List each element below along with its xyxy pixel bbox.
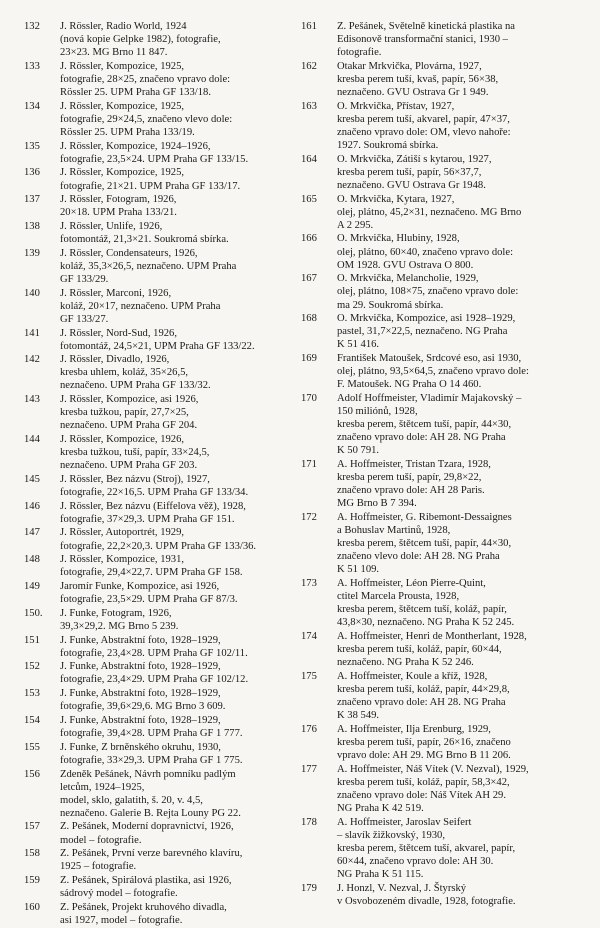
catalogue-entry xyxy=(24,660,301,686)
entry-line: kresba perem tuší, kvaš, papír, 56×38, xyxy=(337,73,499,85)
entry-line: fotografie, 23,5×24. UPM Praha GF 133/15. xyxy=(60,153,249,165)
entry-line: J. Rössler, Kompozice, 1931, xyxy=(60,554,185,566)
catalogue-entry xyxy=(301,392,576,457)
entry-text xyxy=(337,60,576,99)
entry-number: 150. xyxy=(24,607,43,619)
entry-line: J. Rössler, Unlife, 1926, xyxy=(60,220,163,232)
entry-number: 141 xyxy=(24,327,40,339)
entry-text xyxy=(337,153,576,192)
entry-text xyxy=(60,820,301,846)
catalogue-entry xyxy=(24,433,301,472)
entry-line: A. Hoffmeister, Náš Vítek (V. Nezval), 1929, xyxy=(337,763,529,775)
entry-line: A. Hoffmeister, G. Ribemont-Dessaignes xyxy=(337,512,512,523)
entry-text xyxy=(337,577,576,629)
entry-number: 155 xyxy=(24,741,40,753)
catalogue-entry xyxy=(301,352,576,391)
catalogue-entry xyxy=(24,327,301,353)
entry-number: 136 xyxy=(24,167,40,179)
entry-line: K 38 549. xyxy=(337,710,380,722)
entry-line: Z. Pešánek, První verze barevného klavíru, xyxy=(60,848,243,860)
entry-line: olej, plátno, 108×75, značeno vpravo dole: xyxy=(337,286,519,298)
entry-line: kresba perem tuší, koláž, papír, 58,3×42, xyxy=(337,776,510,788)
entry-line: Zdeněk Pešánek, Návrh pomníku padlým xyxy=(60,768,236,780)
entry-line: značeno vpravo dole: OM, vlevo nahoře: xyxy=(337,126,511,138)
entry-line: asi 1927, model – fotografie. xyxy=(60,914,183,926)
entry-line: v Osvobozeném divadle, 1928, fotografie. xyxy=(337,895,516,907)
catalogue-entry xyxy=(301,816,576,881)
entry-line: fotografie, 33×29,3. UPM Praha GF 1 775. xyxy=(60,754,243,766)
entry-number: 165 xyxy=(301,193,317,205)
entry-text xyxy=(60,473,301,499)
entry-line: František Matoušek, Srdcové eso, asi 1930, xyxy=(337,353,522,365)
entry-text xyxy=(60,100,301,139)
entry-line: olej, plátno, 45,2×31, neznačeno. MG Brno xyxy=(337,206,522,218)
entry-line: fotografie, 28×25, značeno vpravo dole: xyxy=(60,73,231,85)
catalogue-entry xyxy=(24,741,301,767)
entry-line: Z. Pešánek, Světelně kinetická plastika na xyxy=(337,21,515,32)
entry-text xyxy=(60,500,301,526)
entry-line: J. Funke, Abstraktní foto, 1928–1929, xyxy=(60,634,221,646)
entry-text xyxy=(60,433,301,472)
entry-number: 160 xyxy=(24,901,40,913)
entry-line: fotografie, 21×21. UPM Praha GF 133/17. xyxy=(60,180,241,192)
entry-number: 157 xyxy=(24,821,40,833)
entry-line: J. Rössler, Kompozice, 1924–1926, xyxy=(60,140,211,152)
entry-number: 178 xyxy=(301,816,317,828)
entry-line: kresba perem tuší, papír, 29,8×22, xyxy=(337,472,482,484)
entry-number: 146 xyxy=(24,500,40,512)
catalogue-entry xyxy=(24,20,301,59)
entry-text xyxy=(60,607,301,633)
entry-line: J. Rössler, Bez názvu (Stroj), 1927, xyxy=(60,473,210,485)
entry-line: fotografie, 23,4×29. UPM Praha GF 102/12. xyxy=(60,674,249,686)
catalogue-entry xyxy=(24,247,301,286)
entry-line: značeno vlevo dole: AH 28. NG Praha xyxy=(337,551,500,563)
catalogue-entry xyxy=(24,820,301,846)
entry-line: O. Mrkvička, Kompozice, asi 1928–1929, xyxy=(337,313,516,325)
entry-line: J. Rössler, Marconi, 1926, xyxy=(60,287,172,299)
left-column xyxy=(24,20,301,928)
entry-text xyxy=(60,60,301,99)
catalogue-entry xyxy=(24,287,301,326)
entry-line: O. Mrkvička, Zátiší s kytarou, 1927, xyxy=(337,153,492,165)
entry-line: fotomontáž, 24,5×21, UPM Praha GF 133/22. xyxy=(60,340,255,352)
entry-number: 151 xyxy=(24,634,40,646)
entry-text xyxy=(337,312,576,351)
entry-line: A. Hoffmeister, Henri de Montherlant, 1928, xyxy=(337,631,527,643)
catalogue-entry xyxy=(24,393,301,432)
entry-line: kresba perem tuší, papír, 26×16, značeno xyxy=(337,736,511,748)
entry-line: letcům, 1924–1925, xyxy=(60,781,145,793)
entry-number: 164 xyxy=(301,153,317,165)
entry-text xyxy=(337,670,576,722)
entry-line: kresba perem, štětcem tuší, koláž, papír, xyxy=(337,604,507,616)
catalogue-entry xyxy=(301,232,576,271)
catalogue-entry xyxy=(24,60,301,99)
entry-number: 166 xyxy=(301,233,317,245)
entry-number: 173 xyxy=(301,578,317,590)
entry-line: – slavík žižkovský, 1930, xyxy=(337,829,445,841)
entry-line: J. Rössler, Kompozice, 1925, xyxy=(60,60,185,72)
entry-line: ctitel Marcela Prousta, 1928, xyxy=(337,591,460,603)
entry-line: fotografie. xyxy=(337,47,382,59)
entry-line: O. Mrkvička, Hlubiny, 1928, xyxy=(337,233,460,245)
entry-line: kresba perem, štětcem tuší, papír, 44×30, xyxy=(337,538,512,550)
entry-line: model – fotografie. xyxy=(60,834,142,846)
entry-line: pastel, 31,7×22,5, neznačeno. NG Praha xyxy=(337,326,508,338)
entry-line: fotografie, 39,6×29,6. MG Brno 3 609. xyxy=(60,701,226,713)
catalogue-entry xyxy=(24,220,301,246)
entry-number: 170 xyxy=(301,392,317,404)
entry-number: 172 xyxy=(301,512,317,523)
entry-line: O. Mrkvička, Kytara, 1927, xyxy=(337,193,455,205)
entry-line: GF 133/29. xyxy=(60,273,109,285)
entry-text xyxy=(60,687,301,713)
entry-number: 142 xyxy=(24,354,40,366)
entry-line: F. Matoušek. NG Praha O 14 460. xyxy=(337,379,482,391)
entry-text xyxy=(60,768,301,820)
entry-line: neznačeno. UPM Praha GF 133/32. xyxy=(60,380,211,392)
catalogue-entry xyxy=(301,60,576,99)
catalogue-entry xyxy=(301,763,576,815)
entry-text xyxy=(60,193,301,219)
entry-line: značeno vpravo dole: AH 28 Paris. xyxy=(337,485,485,497)
entry-line: J. Rössler, Kompozice, 1925, xyxy=(60,167,185,179)
catalogue-entry xyxy=(24,500,301,526)
entry-line: Jaromír Funke, Kompozice, asi 1926, xyxy=(60,581,220,593)
entry-line: NG Praha K 42 519. xyxy=(337,803,424,815)
entry-line: 23×23. MG Brno 11 847. xyxy=(60,47,168,59)
entry-line: J. Rössler, Bez názvu (Eiffelova věž), 1928, xyxy=(60,500,246,512)
entry-number: 158 xyxy=(24,848,40,860)
entry-line: Rössler 25. UPM Praha GF 133/18. xyxy=(60,87,211,99)
entry-number: 140 xyxy=(24,287,40,299)
entry-number: 138 xyxy=(24,220,40,232)
entry-line: J. Funke, Abstraktní foto, 1928–1929, xyxy=(60,688,221,700)
entry-line: fotografie, 23,4×28. UPM Praha GF 102/11. xyxy=(60,647,248,659)
entry-text xyxy=(337,882,576,908)
entry-line: A 2 295. xyxy=(337,219,374,231)
entry-line: (nová kopie Gelpke 1982), fotografie, xyxy=(60,34,221,46)
catalogue-entry xyxy=(24,714,301,740)
entry-text xyxy=(337,193,576,232)
entry-line: A. Hoffmeister, Ilja Erenburg, 1929, xyxy=(337,723,491,735)
entry-text xyxy=(337,511,576,576)
catalogue-entry xyxy=(301,193,576,232)
entry-text xyxy=(337,816,576,881)
entry-line: fotografie, 39,4×28. UPM Praha GF 1 777. xyxy=(60,728,243,740)
entry-line: fotomontáž, 21,3×21. Soukromá sbírka. xyxy=(60,234,229,246)
catalogue-entry xyxy=(24,193,301,219)
catalogue-entry xyxy=(301,723,576,762)
catalogue-columns xyxy=(24,20,576,928)
entry-line: kresba tužkou, tuší, papír, 33×24,5, xyxy=(60,447,210,459)
entry-text xyxy=(337,232,576,271)
entry-line: K 51 109. xyxy=(337,564,380,576)
entry-line: O. Mrkvička, Přístav, 1927, xyxy=(337,100,455,112)
entry-line: 43,8×30, neznačeno. NG Praha K 52 245. xyxy=(337,617,515,629)
catalogue-entry xyxy=(301,577,576,629)
catalogue-entry xyxy=(24,100,301,139)
entry-number: 139 xyxy=(24,247,40,259)
entry-line: fotografie, 37×29,3. UPM Praha GF 151. xyxy=(60,513,235,525)
entry-text xyxy=(337,723,576,762)
catalogue-entry xyxy=(24,140,301,166)
entry-line: Rössler 25. UPM Praha 133/19. xyxy=(60,126,195,138)
entry-text xyxy=(337,20,576,59)
entry-text xyxy=(337,100,576,152)
entry-text xyxy=(60,220,301,246)
entry-line: kresba perem tuší, koláž, papír, 60×44, xyxy=(337,644,502,656)
entry-line: Z. Pešánek, Moderní dopravnictví, 1926, xyxy=(60,821,234,833)
catalogue-entry xyxy=(24,553,301,579)
entry-line: olej, plátno, 60×40, značeno vpravo dole: xyxy=(337,246,514,258)
entry-line: J. Rössler, Divadlo, 1926, xyxy=(60,354,170,366)
entry-line: J. Rössler, Kompozice, asi 1926, xyxy=(60,394,199,406)
entry-number: 161 xyxy=(301,21,317,32)
entry-number: 168 xyxy=(301,313,317,325)
catalogue-entry xyxy=(24,526,301,552)
entry-line: kresba perem tuší, papír, 56×37,7, xyxy=(337,166,482,178)
catalogue-entry xyxy=(24,607,301,633)
entry-line: J. Honzl, V. Nezval, J. Štyrský xyxy=(337,882,467,894)
entry-line: vpravo dole: AH 29. MG Brno B 11 206. xyxy=(337,750,511,762)
entry-line: J. Funke, Z brněnského okruhu, 1930, xyxy=(60,741,221,753)
entry-text xyxy=(60,247,301,286)
entry-line: J. Funke, Abstraktní foto, 1928–1929, xyxy=(60,714,221,726)
entry-line: sádrový model – fotografie. xyxy=(60,888,178,900)
entry-text xyxy=(60,166,301,192)
entry-line: K 50 791. xyxy=(337,445,380,457)
entry-line: neznačeno. UPM Praha GF 203. xyxy=(60,460,198,472)
catalogue-entry xyxy=(301,670,576,722)
entry-line: neznačeno. Galerie B. Rejta Louny PG 22. xyxy=(60,807,241,819)
entry-text xyxy=(60,634,301,660)
catalogue-entry xyxy=(24,634,301,660)
entry-line: Z. Pešánek, Spirálová plastika, asi 1926, xyxy=(60,875,232,887)
entry-text xyxy=(60,287,301,326)
entry-line: O. Mrkvička, Melancholie, 1929, xyxy=(337,273,479,285)
entry-text xyxy=(60,741,301,767)
entry-line: Z. Pešánek, Projekt kruhového divadla, xyxy=(60,901,227,913)
entry-text xyxy=(60,327,301,353)
entry-line: koláž, 35,3×26,5, neznačeno. UPM Praha xyxy=(60,260,237,272)
entry-text xyxy=(337,352,576,391)
entry-number: 162 xyxy=(301,60,317,72)
catalogue-entry xyxy=(24,847,301,873)
entry-number: 177 xyxy=(301,763,317,775)
entry-line: fotografie, 23,5×29. UPM Praha GF 87/3. xyxy=(60,594,238,606)
entry-text xyxy=(60,353,301,392)
entry-line: J. Rössler, Radio World, 1924 xyxy=(60,21,187,32)
entry-line: 20×18. UPM Praha 133/21. xyxy=(60,207,177,219)
entry-text xyxy=(60,553,301,579)
entry-line: kresba perem, štětcem tuší, papír, 44×30, xyxy=(337,419,512,431)
catalogue-entry xyxy=(24,166,301,192)
entry-text xyxy=(60,526,301,552)
catalogue-entry xyxy=(301,20,576,59)
entry-line: J. Rössler, Autoportrét, 1929, xyxy=(60,527,185,539)
entry-line: a Bohuslav Martinů, 1928, xyxy=(337,525,451,537)
entry-number: 149 xyxy=(24,581,40,593)
catalogue-entry xyxy=(24,353,301,392)
catalogue-entry xyxy=(301,882,576,908)
entry-line: 1925 – fotografie. xyxy=(60,861,137,873)
entry-line: J. Rössler, Fotogram, 1926, xyxy=(60,194,177,206)
entry-line: J. Rössler, Condensateurs, 1926, xyxy=(60,247,198,259)
catalogue-entry xyxy=(24,874,301,900)
entry-text xyxy=(60,580,301,606)
entry-number: 133 xyxy=(24,60,40,72)
entry-line: J. Rössler, Kompozice, 1925, xyxy=(60,100,185,112)
entry-line: fotografie, 29×24,5, značeno vlevo dole: xyxy=(60,113,233,125)
right-column xyxy=(301,20,576,928)
entry-line: neznačeno. UPM Praha GF 204. xyxy=(60,420,198,432)
entry-text xyxy=(60,393,301,432)
entry-number: 153 xyxy=(24,688,40,700)
entry-number: 137 xyxy=(24,194,40,206)
entry-line: J. Funke, Fotogram, 1926, xyxy=(60,607,172,619)
entry-text xyxy=(60,660,301,686)
entry-number: 145 xyxy=(24,473,40,485)
entry-number: 169 xyxy=(301,353,317,365)
entry-line: neznačeno. GVU Ostrava Gr 1 949. xyxy=(337,87,489,99)
entry-text xyxy=(60,847,301,873)
entry-line: model, sklo, galatith, š. 20, v. 4,5, xyxy=(60,794,203,806)
entry-line: značeno vpravo dole: Náš Vítek AH 29. xyxy=(337,789,506,801)
entry-text xyxy=(337,392,576,457)
entry-line: A. Hoffmeister, Koule a kříž, 1928, xyxy=(337,670,488,682)
entry-line: Otakar Mrkvička, Plovárna, 1927, xyxy=(337,60,482,72)
entry-line: J. Rössler, Kompozice, 1926, xyxy=(60,434,185,446)
entry-line: kresba perem tuší, akvarel, papír, 47×37, xyxy=(337,113,510,125)
catalogue-entry xyxy=(24,768,301,820)
catalogue-entry xyxy=(24,473,301,499)
entry-line: Adolf Hoffmeister, Vladimír Majakovský – xyxy=(337,392,522,404)
entry-line: koláž, 20×17, neznačeno. UPM Praha xyxy=(60,300,221,312)
entry-line: K 51 416. xyxy=(337,339,380,351)
entry-number: 132 xyxy=(24,21,40,32)
entry-line: 1927. Soukromá sbírka. xyxy=(337,140,439,152)
entry-line: MG Brno B 7 394. xyxy=(337,498,417,510)
entry-line: olej, plátno, 93,5×64,5, značeno vpravo dole: xyxy=(337,366,529,378)
entry-line: ma 29. Soukromá sbírka. xyxy=(337,299,444,311)
entry-line: značeno vpravo dole: AH 28. NG Praha xyxy=(337,432,506,444)
entry-line: neznačeno. GVU Ostrava Gr 1948. xyxy=(337,179,486,191)
entry-number: 175 xyxy=(301,670,317,682)
entry-line: fotografie, 22,2×20,3. UPM Praha GF 133/36. xyxy=(60,540,257,552)
entry-number: 156 xyxy=(24,768,40,780)
entry-line: značeno vpravo dole: AH 28. NG Praha xyxy=(337,697,506,709)
entry-text xyxy=(60,140,301,166)
entry-number: 179 xyxy=(301,882,317,894)
catalogue-entry xyxy=(301,272,576,311)
catalogue-entry xyxy=(301,100,576,152)
entry-number: 152 xyxy=(24,661,40,673)
entry-line: kresba perem, štětcem tuší, akvarel, papír, xyxy=(337,842,516,854)
entry-line: A. Hoffmeister, Jaroslav Seifert xyxy=(337,816,472,828)
catalogue-entry xyxy=(301,630,576,669)
entry-text xyxy=(337,630,576,669)
entry-line: fotografie, 29,4×22,7. UPM Praha GF 158. xyxy=(60,567,243,579)
entry-number: 159 xyxy=(24,875,40,887)
entry-text xyxy=(337,458,576,510)
entry-number: 134 xyxy=(24,100,40,112)
catalogue-entry xyxy=(24,901,301,927)
entry-number: 148 xyxy=(24,554,40,566)
entry-line: OM 1928. GVU Ostrava O 800. xyxy=(337,259,474,271)
entry-number: 147 xyxy=(24,527,40,539)
entry-number: 163 xyxy=(301,100,317,112)
entry-line: A. Hoffmeister, Léon Pierre-Quint, xyxy=(337,578,486,590)
entry-number: 135 xyxy=(24,140,40,152)
entry-text xyxy=(60,874,301,900)
entry-line: kresba tužkou, papír, 27,7×25, xyxy=(60,407,189,419)
catalogue-entry xyxy=(301,312,576,351)
entry-text xyxy=(60,714,301,740)
entry-line: fotografie, 22×16,5. UPM Praha GF 133/34. xyxy=(60,487,249,498)
entry-line: A. Hoffmeister, Tristan Tzara, 1928, xyxy=(337,459,491,471)
entry-text xyxy=(60,20,301,59)
catalogue-entry xyxy=(24,687,301,713)
entry-text xyxy=(337,272,576,311)
entry-number: 143 xyxy=(24,394,40,406)
entry-number: 176 xyxy=(301,723,317,735)
entry-line: neznačeno. NG Praha K 52 246. xyxy=(337,657,474,669)
entry-line: Edisonově transformační stanici, 1930 – xyxy=(337,34,508,46)
catalogue-entry xyxy=(301,511,576,576)
catalogue-entry xyxy=(301,458,576,510)
entry-line: NG Praha K 51 115. xyxy=(337,869,424,881)
entry-line: J. Rössler, Nord-Sud, 1926, xyxy=(60,327,177,339)
entry-line: GF 133/27. xyxy=(60,313,109,325)
entry-line: 60×44, značeno vpravo dole: AH 30. xyxy=(337,856,494,867)
entry-line: kresba uhlem, koláž, 35×26,5, xyxy=(60,367,189,379)
entry-number: 174 xyxy=(301,631,317,643)
entry-line: 150 miliónů, 1928, xyxy=(337,406,418,418)
entry-line: J. Funke, Abstraktní foto, 1928–1929, xyxy=(60,661,221,673)
entry-text xyxy=(337,763,576,815)
catalogue-entry xyxy=(24,580,301,606)
entry-number: 144 xyxy=(24,434,40,446)
entry-number: 167 xyxy=(301,273,317,285)
entry-number: 171 xyxy=(301,459,317,471)
entry-line: kresba perem tuší, koláž, papír, 44×29,8, xyxy=(337,684,510,695)
entry-number: 154 xyxy=(24,714,40,726)
catalogue-entry xyxy=(301,153,576,192)
entry-line: 39,3×29,2. MG Brno 5 239. xyxy=(60,620,179,632)
entry-text xyxy=(60,901,301,927)
